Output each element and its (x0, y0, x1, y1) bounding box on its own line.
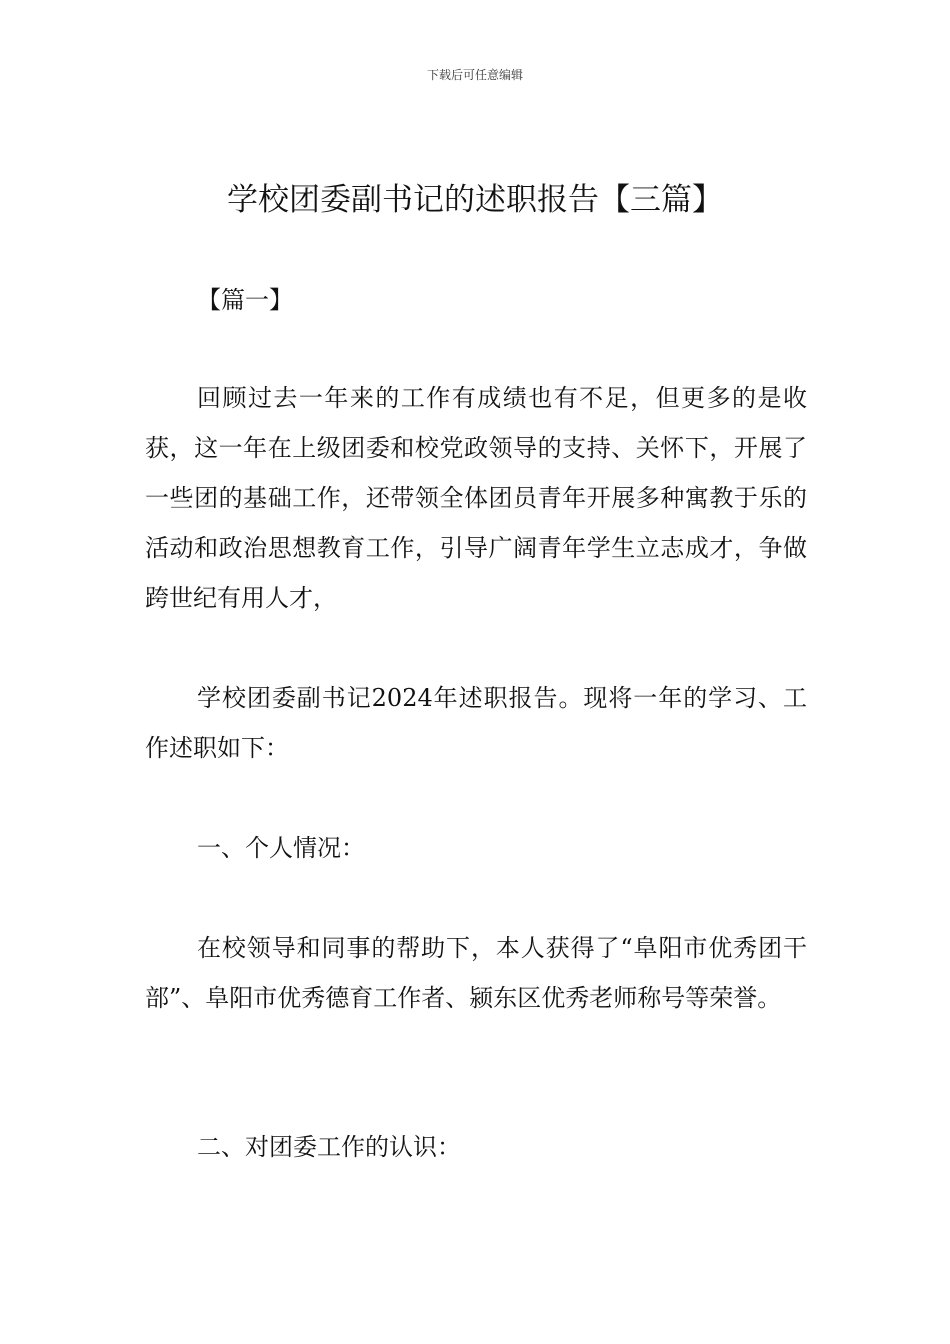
heading-personal-situation: 一、个人情况： (197, 834, 365, 862)
document-title: 学校团委副书记的述职报告【三篇】 (227, 182, 723, 218)
heading-understanding: 二、对团委工作的认识： (197, 1133, 461, 1161)
paragraph-review: 回顾过去一年来的工作有成绩也有不足，但更多的是收获，这一年在上级团委和校党政领导的支持、关怀下，开展了一些团的基础工作，还带领全体团员青年开展多种寓教于乐的活动和政治思想教育工作，引导广阔青年学生立志成才，争做跨世纪有用人才， (145, 384, 807, 612)
paragraph-intro: 学校团委副书记2024年述职报告。现将一年的学习、工作述职如下： (145, 684, 807, 762)
paragraph-honors: 在校领导和同事的帮助下，本人获得了“阜阳市优秀团干部”、阜阳市优秀德育工作者、颍东区优秀老师称号等荣誉。 (145, 934, 807, 1012)
header-note: 下载后可任意编辑 (426, 68, 523, 82)
section-label: 【篇一】 (197, 286, 293, 314)
